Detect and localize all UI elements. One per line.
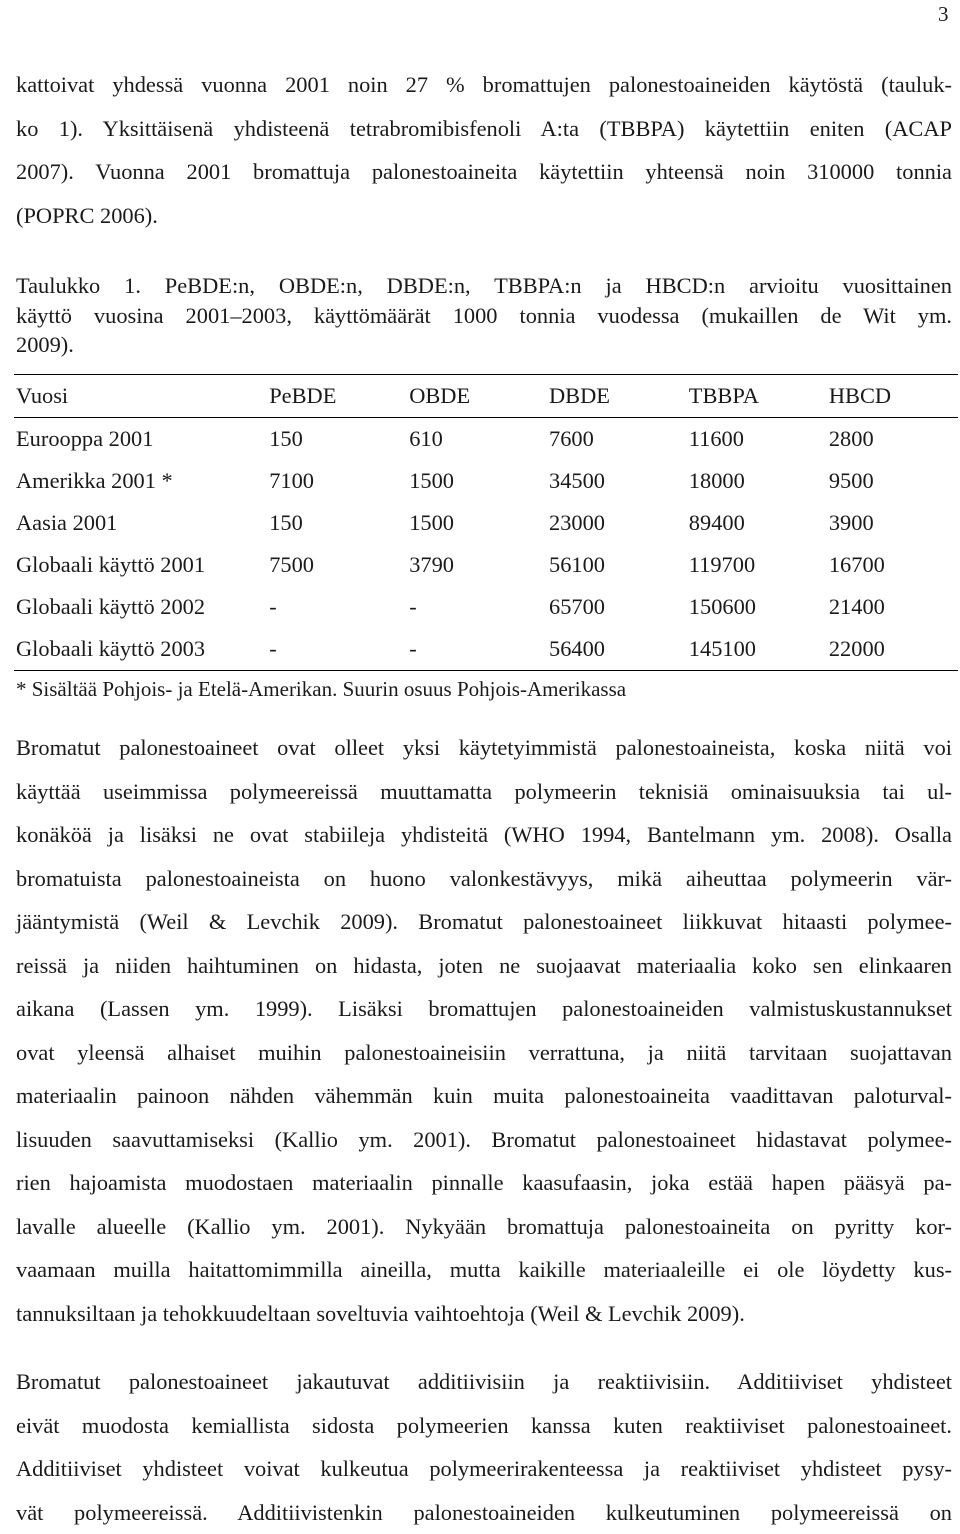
table-cell: Globaali käyttö 2002 — [14, 586, 267, 628]
table-cell: 119700 — [687, 544, 827, 586]
table-cell: 56100 — [547, 544, 687, 586]
page-number: 3 — [938, 2, 949, 27]
table-cell: 3790 — [407, 544, 547, 586]
table-cell: - — [267, 586, 407, 628]
text-line: (POPRC 2006). — [16, 194, 952, 238]
table-row — [14, 502, 958, 544]
column-header: Vuosi — [14, 375, 267, 418]
text-line: reissä ja niiden haihtuminen on hidasta, joten ne suojaavat materiaalia koko sen elinkaaren — [16, 944, 952, 988]
table-cell: 7500 — [267, 544, 407, 586]
body-paragraph — [16, 726, 952, 1335]
table-cell: 23000 — [547, 502, 687, 544]
text-line: Bromatut palonestoaineet ovat olleet yksi käytetyimmistä palonestoaineista, koska niitä voi — [16, 726, 952, 770]
body-paragraph — [16, 1360, 952, 1534]
text-line: kattoivat yhdessä vuonna 2001 noin 27 % bromattujen palonestoaineiden käytöstä (tauluk- — [16, 63, 952, 107]
text-line: lavalle alueelle (Kallio ym. 2001). Nykyään bromattuja palonestoaineita on pyritty kor- — [16, 1205, 952, 1249]
table-cell: 89400 — [687, 502, 827, 544]
text-line: Additiiviset yhdisteet voivat kulkeutua polymeerirakenteessa ja reaktiiviset yhdisteet pysy- — [16, 1447, 952, 1491]
table-cell: 150 — [267, 418, 407, 461]
table-row — [14, 460, 958, 502]
column-header: PeBDE — [267, 375, 407, 418]
column-header: HBCD — [827, 375, 958, 418]
table-cell: - — [407, 628, 547, 671]
column-header: OBDE — [407, 375, 547, 418]
text-line: lisuuden saavuttamiseksi (Kallio ym. 2001). Bromatut palonestoaineet hidastavat polymee- — [16, 1118, 952, 1162]
table-cell: 150600 — [687, 586, 827, 628]
table-cell: 7100 — [267, 460, 407, 502]
table-footnote: * Sisältää Pohjois- ja Etelä-Amerikan. Suurin osuus Pohjois-Amerikassa — [16, 677, 626, 702]
table-cell: 2800 — [827, 418, 958, 461]
column-header: TBBPA — [687, 375, 827, 418]
table-cell: 9500 — [827, 460, 958, 502]
table-cell: Amerikka 2001 * — [14, 460, 267, 502]
usage-table — [14, 374, 958, 671]
text-line: käyttää useimmissa polymeereissä muuttamatta polymeerin teknisiä ominaisuuksia tai ul- — [16, 770, 952, 814]
table-cell: 34500 — [547, 460, 687, 502]
text-line: aikana (Lassen ym. 1999). Lisäksi bromattujen palonestoaineiden valmistuskustannukset — [16, 987, 952, 1031]
text-line: bromatuista palonestoaineista on huono valonkestävyys, mikä aiheuttaa polymeerin vär- — [16, 857, 952, 901]
table-row — [14, 544, 958, 586]
text-line: vaamaan muilla haitattomimmilla aineilla, mutta kaikille materiaaleille ei ole löydetty kus- — [16, 1248, 952, 1292]
table-cell: 3900 — [827, 502, 958, 544]
table-cell: 145100 — [687, 628, 827, 671]
table-row — [14, 586, 958, 628]
column-header: DBDE — [547, 375, 687, 418]
table-cell: 22000 — [827, 628, 958, 671]
text-line: materiaalin painoon nähden vähemmän kuin muita palonestoaineita vaadittavan paloturval- — [16, 1074, 952, 1118]
text-line: ko 1). Yksittäisenä yhdisteenä tetrabromibisfenoli A:ta (TBBPA) käytettiin eniten (ACAP — [16, 107, 952, 151]
caption-line: Taulukko 1. PeBDE:n, OBDE:n, DBDE:n, TBBPA:n ja HBCD:n arvioitu vuosittainen — [16, 271, 952, 301]
table-cell: 1500 — [407, 502, 547, 544]
caption-line: 2009). — [16, 330, 952, 360]
text-line: rien hajoamista muodostaen materiaalin pinnalle kaasufaasin, joka estää hapen pääsyä pa- — [16, 1161, 952, 1205]
table-cell: Globaali käyttö 2003 — [14, 628, 267, 671]
table-cell: 150 — [267, 502, 407, 544]
table-row — [14, 418, 958, 461]
table-row — [14, 628, 958, 671]
table-cell: 11600 — [687, 418, 827, 461]
text-line: 2007). Vuonna 2001 bromattuja palonestoaineita käytettiin yhteensä noin 310000 tonnia — [16, 150, 952, 194]
text-line: konäköä ja lisäksi ne ovat stabiileja yhdisteitä (WHO 1994, Bantelmann ym. 2008). Osalla — [16, 813, 952, 857]
table-cell: - — [267, 628, 407, 671]
text-line: tannuksiltaan ja tehokkuudeltaan soveltuvia vaihtoehtoja (Weil & Levchik 2009). — [16, 1292, 952, 1336]
table-cell: 7600 — [547, 418, 687, 461]
text-line: Bromatut palonestoaineet jakautuvat additiivisiin ja reaktiivisiin. Additiiviset yhdisteet — [16, 1360, 952, 1404]
table-cell: 56400 — [547, 628, 687, 671]
text-line: jääntymistä (Weil & Levchik 2009). Bromatut palonestoaineet liikkuvat hitaasti polymee- — [16, 900, 952, 944]
table-cell: Eurooppa 2001 — [14, 418, 267, 461]
table-cell: Aasia 2001 — [14, 502, 267, 544]
table-cell: 18000 — [687, 460, 827, 502]
caption-line: käyttö vuosina 2001–2003, käyttömäärät 1000 tonnia vuodessa (mukaillen de Wit ym. — [16, 301, 952, 331]
table-header-row — [14, 375, 958, 418]
text-line: ovat yleensä alhaiset muihin palonestoaineisiin verrattuna, ja niitä tarvitaan suojattavan — [16, 1031, 952, 1075]
table-cell: 65700 — [547, 586, 687, 628]
table-cell: Globaali käyttö 2001 — [14, 544, 267, 586]
table-caption — [16, 271, 952, 360]
table-cell: 21400 — [827, 586, 958, 628]
table-cell: - — [407, 586, 547, 628]
table-cell: 1500 — [407, 460, 547, 502]
table-cell: 16700 — [827, 544, 958, 586]
intro-paragraph — [16, 63, 952, 237]
text-line: eivät muodosta kemiallista sidosta polymeerien kanssa kuten reaktiiviset palonestoaineet. — [16, 1404, 952, 1448]
table-cell: 610 — [407, 418, 547, 461]
text-line: vät polymeereissä. Additiivistenkin palonestoaineiden kulkeutuminen polymeereissä on — [16, 1491, 952, 1534]
